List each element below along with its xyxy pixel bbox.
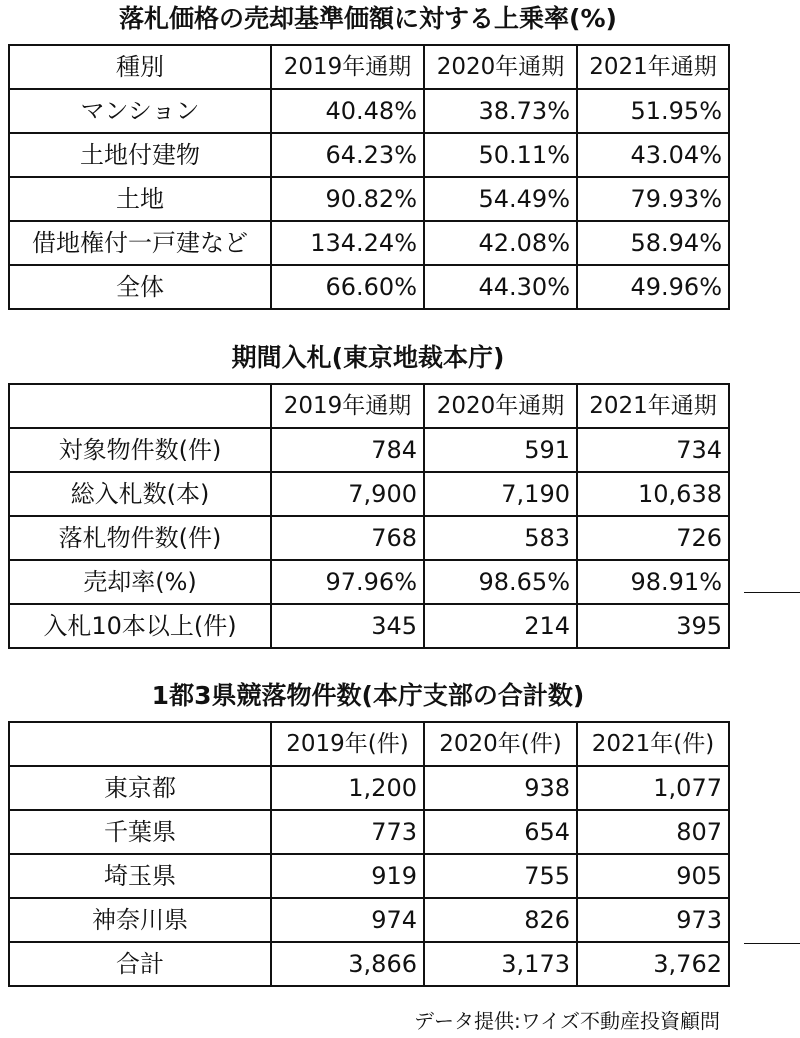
header-cell: 2019年通期 (271, 384, 424, 428)
table-row (9, 428, 729, 472)
table-row (9, 810, 729, 854)
value-cell: 97.96% (271, 560, 424, 604)
value-cell: 98.91% (577, 560, 729, 604)
table-row (9, 560, 729, 604)
value-cell: 214 (424, 604, 577, 648)
header-cell: 2020年通期 (424, 384, 577, 428)
divider-line (744, 592, 800, 593)
row-label: 対象物件数(件) (9, 428, 271, 472)
row-label: マンション (9, 89, 271, 133)
value-cell: 768 (271, 516, 424, 560)
markup-rate-table (8, 44, 730, 310)
table1-title: 落札価格の売却基準価額に対する上乗率(%) (119, 4, 617, 33)
value-cell: 42.08% (424, 221, 577, 265)
row-label: 神奈川県 (9, 898, 271, 942)
value-cell: 1,200 (271, 766, 424, 810)
row-label: 東京都 (9, 766, 271, 810)
value-cell: 583 (424, 516, 577, 560)
header-cell: 2019年(件) (271, 722, 424, 766)
value-cell: 49.96% (577, 265, 729, 309)
value-cell: 807 (577, 810, 729, 854)
value-cell: 50.11% (424, 133, 577, 177)
value-cell: 773 (271, 810, 424, 854)
value-cell: 345 (271, 604, 424, 648)
table-row (9, 133, 729, 177)
value-cell: 654 (424, 810, 577, 854)
header-cell: 2020年(件) (424, 722, 577, 766)
table-row (9, 516, 729, 560)
value-cell: 3,762 (577, 942, 729, 986)
table-row (9, 89, 729, 133)
value-cell: 54.49% (424, 177, 577, 221)
header-cell: 2021年通期 (577, 384, 729, 428)
header-cell (9, 384, 271, 428)
value-cell: 826 (424, 898, 577, 942)
value-cell: 3,173 (424, 942, 577, 986)
table-header-row (9, 45, 729, 89)
header-cell: 2020年通期 (424, 45, 577, 89)
divider-line (744, 943, 800, 944)
value-cell: 755 (424, 854, 577, 898)
period-bidding-table (8, 383, 730, 649)
row-label: 千葉県 (9, 810, 271, 854)
row-label: 埼玉県 (9, 854, 271, 898)
value-cell: 10,638 (577, 472, 729, 516)
table3-title: 1都3県競落物件数(本庁支部の合計数) (151, 681, 585, 710)
value-cell: 38.73% (424, 89, 577, 133)
prefecture-sales-table (8, 721, 730, 987)
value-cell: 66.60% (271, 265, 424, 309)
header-cell (9, 722, 271, 766)
row-label: 落札物件数(件) (9, 516, 271, 560)
value-cell: 973 (577, 898, 729, 942)
table2-title: 期間入札(東京地裁本庁) (231, 343, 505, 372)
row-label: 全体 (9, 265, 271, 309)
value-cell: 3,866 (271, 942, 424, 986)
table-row (9, 766, 729, 810)
row-label: 入札10本以上(件) (9, 604, 271, 648)
value-cell: 7,190 (424, 472, 577, 516)
row-label: 売却率(%) (9, 560, 271, 604)
header-cell: 2019年通期 (271, 45, 424, 89)
value-cell: 44.30% (424, 265, 577, 309)
header-cell: 2021年(件) (577, 722, 729, 766)
value-cell: 1,077 (577, 766, 729, 810)
value-cell: 591 (424, 428, 577, 472)
value-cell: 974 (271, 898, 424, 942)
value-cell: 58.94% (577, 221, 729, 265)
value-cell: 7,900 (271, 472, 424, 516)
value-cell: 395 (577, 604, 729, 648)
value-cell: 784 (271, 428, 424, 472)
value-cell: 905 (577, 854, 729, 898)
row-label: 土地付建物 (9, 133, 271, 177)
table-row (9, 177, 729, 221)
value-cell: 919 (271, 854, 424, 898)
value-cell: 64.23% (271, 133, 424, 177)
table-row (9, 942, 729, 986)
value-cell: 938 (424, 766, 577, 810)
value-cell: 726 (577, 516, 729, 560)
data-source-credit: データ提供:ワイズ不動産投資顧問 (414, 1009, 720, 1033)
row-label: 合計 (9, 942, 271, 986)
table-row (9, 854, 729, 898)
table-row (9, 221, 729, 265)
table-row (9, 898, 729, 942)
header-cell: 種別 (9, 45, 271, 89)
value-cell: 43.04% (577, 133, 729, 177)
value-cell: 51.95% (577, 89, 729, 133)
table-header-row (9, 384, 729, 428)
header-cell: 2021年通期 (577, 45, 729, 89)
value-cell: 734 (577, 428, 729, 472)
value-cell: 98.65% (424, 560, 577, 604)
value-cell: 90.82% (271, 177, 424, 221)
table-row (9, 472, 729, 516)
row-label: 借地権付一戸建など (9, 221, 271, 265)
value-cell: 134.24% (271, 221, 424, 265)
value-cell: 40.48% (271, 89, 424, 133)
table-row (9, 265, 729, 309)
table-header-row (9, 722, 729, 766)
table-row (9, 604, 729, 648)
row-label: 土地 (9, 177, 271, 221)
value-cell: 79.93% (577, 177, 729, 221)
row-label: 総入札数(本) (9, 472, 271, 516)
